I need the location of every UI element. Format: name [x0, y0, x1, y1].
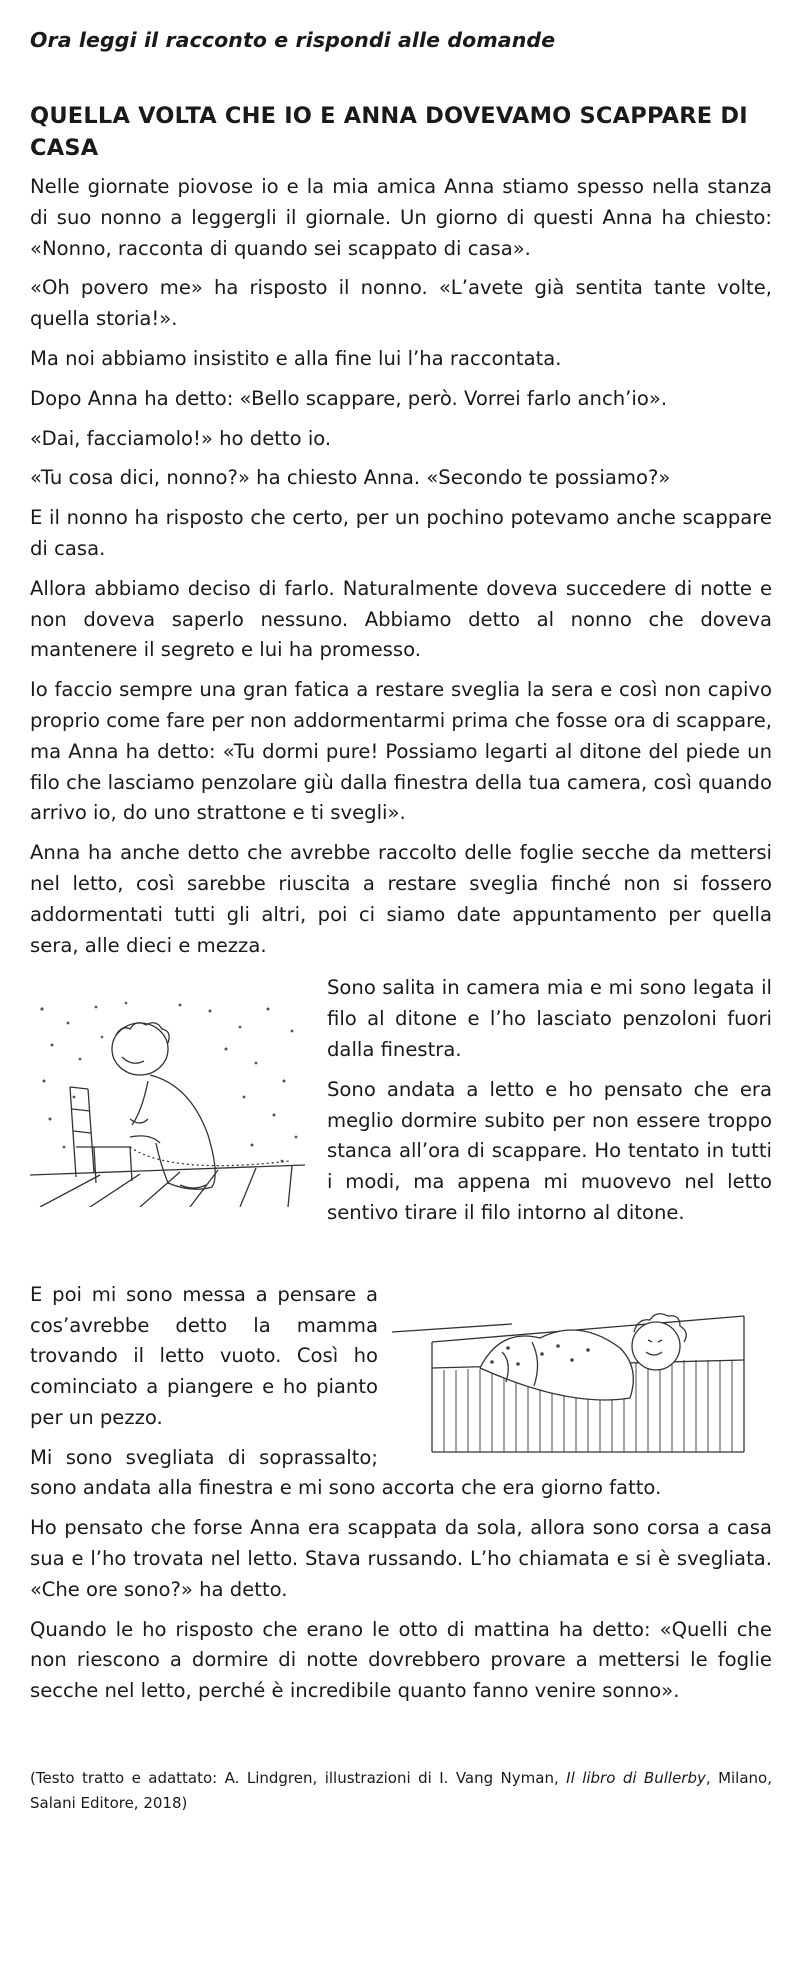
bed-section [30, 1280, 772, 1716]
paragraph: Mi sono svegliata di soprassalto; sono andata alla finestra e mi sono accorta che era giorno fatto. [30, 1445, 662, 1500]
paragraph: Io faccio sempre una gran fatica a restare sveglia la sera e così non capivo proprio come fare per non addormentarmi prima che fosse ora di scappare, ma Anna ha detto: «Tu dormi pure! Possiamo legarti al ditone del piede un filo che lasciamo penzolare giù dalla finestra della tua camera, così quando arrivo io, do uno strattone e ti svegli». [30, 678, 772, 825]
paragraph: Anna ha anche detto che avrebbe raccolto delle foglie secche da mettersi nel letto, così sarebbe riuscita a restare sveglia finché non si fossero addormentati tutti gli altri, poi ci siamo date appuntamento per quella sera, alle dieci e mezza. [30, 841, 772, 957]
paragraph: E il nonno ha risposto che certo, per un pochino potevamo anche scappare di casa. [30, 506, 772, 560]
paragraph: «Tu cosa dici, nonno?» ha chiesto Anna. «Secondo te possiamo?» [30, 466, 671, 490]
paragraph: «Oh povero me» ha risposto il nonno. «L’avete già sentita tante volte, quella storia!». [30, 276, 772, 331]
citation-text-end: , Milano, Salani Editore, 2018) [30, 1769, 772, 1813]
paragraph: «Dai, facciamolo!» ho detto io. [30, 426, 332, 450]
citation-book-title: Il libro di Bullerby [566, 1769, 706, 1788]
girl-tying-string-illustration [30, 997, 305, 1207]
girl-crying-in-bed-illustration [392, 1302, 772, 1460]
source-citation [30, 1766, 772, 1816]
paragraph: Sono salita in camera mia e mi sono legata il filo al ditone e l’ho lasciato penzoloni fuori dalla finestra. [327, 976, 772, 1061]
citation-text: (Testo tratto e adattato: A. Lindgren, illustrazioni di I. Vang Nyman, [30, 1769, 567, 1788]
paragraph: E poi mi sono messa a pensare a cos’avrebbe detto la mamma trovando il letto vuoto. Così ho cominciato a piangere e ho pianto per un pezzo. [30, 1282, 378, 1429]
paragraph: Ma noi abbiamo insistito e alla fine lui l’ha raccontata. [30, 346, 562, 370]
paragraph: Nelle giornate piovose io e la mia amica Anna stiamo spesso nella stanza di suo nonno a leggergli il giornale. Un giorno di questi Anna ha chiesto: «Nonno, racconta di quando sei scappato di casa». [30, 175, 772, 260]
paragraph: Dopo Anna ha detto: «Bello scappare, però. Vorrei farlo anch’io». [30, 386, 668, 410]
instruction-text: Ora leggi il racconto e rispondi alle domande [30, 28, 556, 52]
paragraph: Allora abbiamo deciso di farlo. Naturalmente doveva succedere di notte e non doveva saperlo nessuno. Abbiamo detto al nonno che doveva mantenere il segreto e lui ha promesso. [30, 576, 772, 662]
paragraph: Sono andata a letto e ho pensato che era meglio dormire subito per non essere troppo stanca all’ora di scappare. Ho tentato in tutti i modi, ma appena mi muovevo nel letto sentivo tirare il filo intorno al ditone. [327, 1077, 772, 1224]
girl-section [30, 973, 772, 1237]
paragraph: Ho pensato che forse Anna era scappata da sola, allora sono corsa a casa sua e l’ho trovata nel letto. Stava russando. L’ho chiamata e si è svegliata. «Che ore sono?» ha detto. [30, 1516, 772, 1601]
story-title: QUELLA VOLTA CHE IO E ANNA DOVEVAMO SCAPPARE DI CASA [30, 103, 748, 161]
paragraph: Quando le ho risposto che erano le otto di mattina ha detto: «Quelli che non riescono a dormire di notte dovrebbero provare a mettersi le foglie secche nel letto, perché è incredibile quanto fanno venire sonno». [30, 1617, 772, 1703]
story-intro [30, 172, 772, 961]
